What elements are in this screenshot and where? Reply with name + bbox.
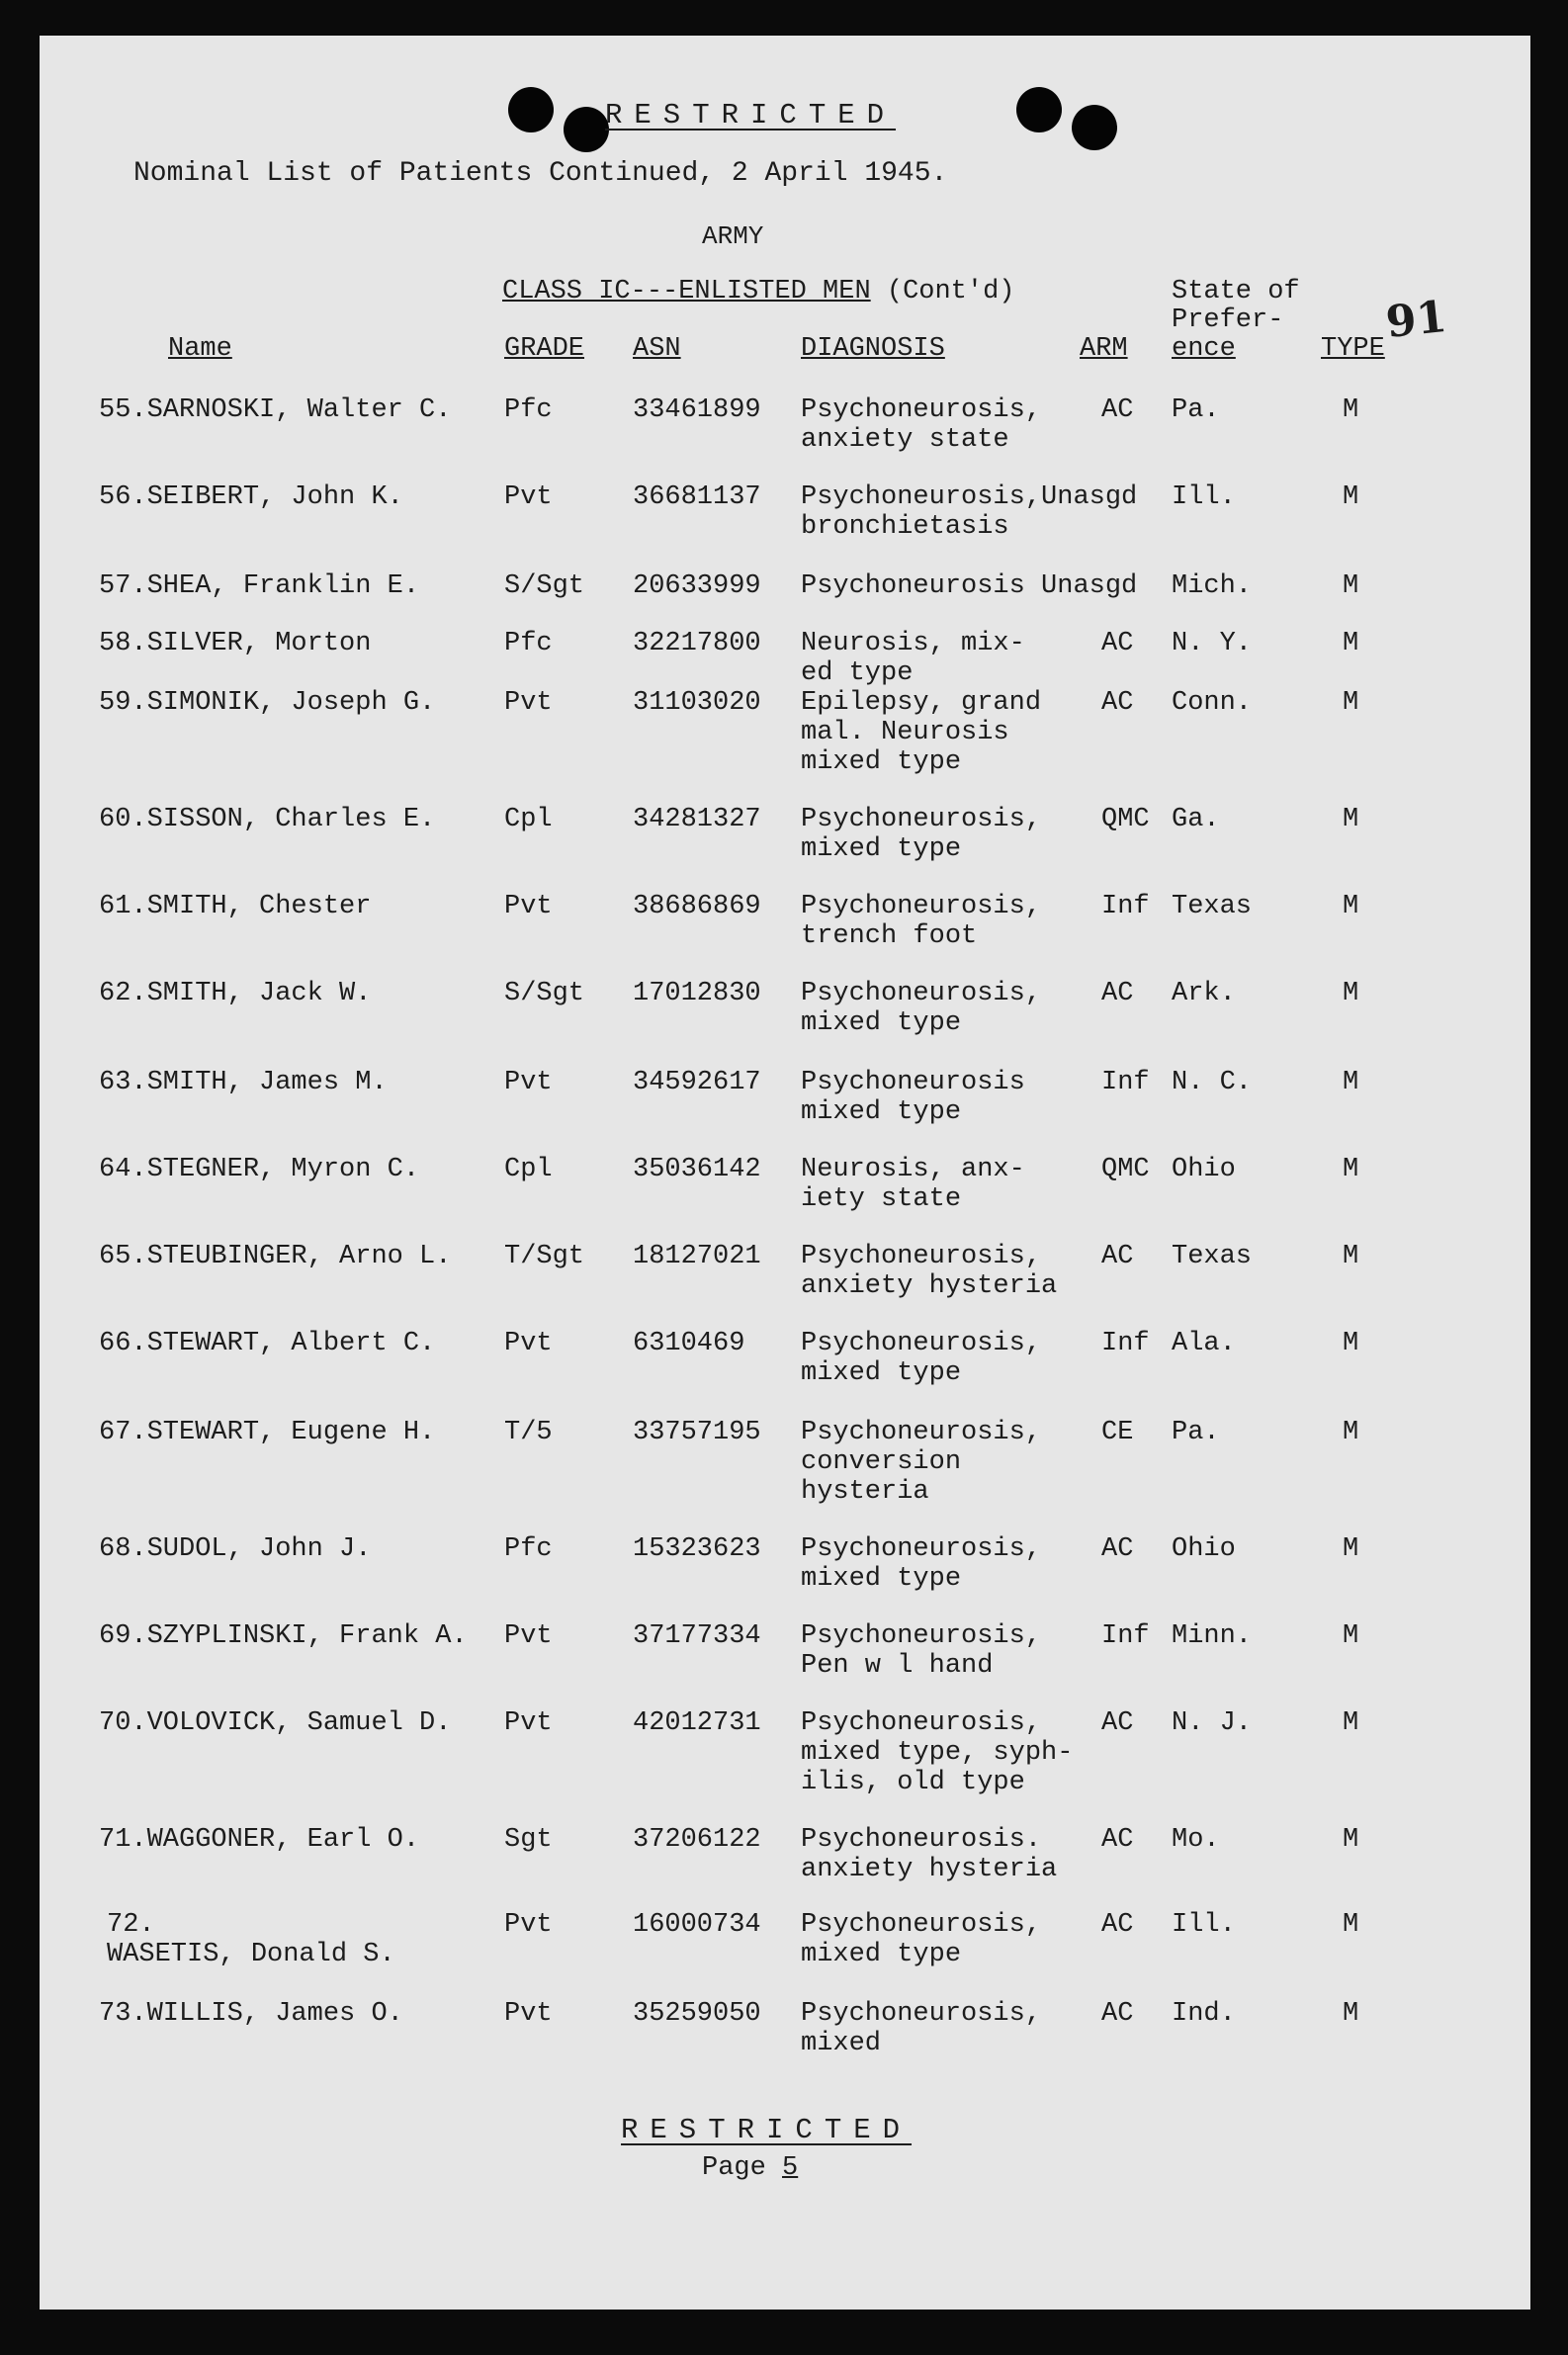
cell-grade: Pvt bbox=[504, 1999, 553, 2029]
cell-arm: AC bbox=[1101, 979, 1134, 1008]
cell-type: M bbox=[1343, 979, 1359, 1008]
cell-diagnosis: Psychoneurosis, anxiety hysteria bbox=[801, 1242, 1058, 1301]
col-header-arm: ARM bbox=[1080, 334, 1128, 364]
cell-name: 72. WASETIS, Donald S. bbox=[107, 1910, 395, 1969]
cell-grade: T/5 bbox=[504, 1418, 553, 1447]
cell-state: Pa. bbox=[1172, 1418, 1220, 1447]
cell-diagnosis: Psychoneurosis, mixed bbox=[801, 1999, 1042, 2058]
cell-state: Conn. bbox=[1172, 688, 1253, 718]
cell-diagnosis: Epilepsy, grand mal. Neurosis mixed type bbox=[801, 688, 1042, 777]
cell-type: M bbox=[1343, 482, 1359, 512]
cell-state: Mich. bbox=[1172, 571, 1253, 601]
cell-arm: AC bbox=[1101, 1242, 1134, 1271]
document-title: Nominal List of Patients Continued, 2 April 1945. bbox=[133, 158, 948, 189]
cell-grade: T/Sgt bbox=[504, 1242, 585, 1271]
class-heading-main: CLASS IC---ENLISTED MEN bbox=[502, 277, 871, 306]
cell-diagnosis: Psychoneurosis Unasgd bbox=[801, 571, 1138, 601]
cell-name: 55.SARNOSKI, Walter C. bbox=[99, 395, 452, 425]
punch-hole-left-2 bbox=[564, 107, 609, 152]
col-header-type: TYPE bbox=[1321, 334, 1385, 364]
cell-diagnosis: Psychoneurosis, mixed type, syph- ilis, old type bbox=[801, 1708, 1074, 1797]
col-header-diagnosis: DIAGNOSIS bbox=[801, 334, 945, 364]
cell-grade: Pvt bbox=[504, 1708, 553, 1738]
cell-diagnosis: Psychoneurosis, mixed type bbox=[801, 1329, 1042, 1388]
cell-type: M bbox=[1343, 395, 1359, 425]
cell-grade: Pvt bbox=[504, 892, 553, 921]
handwritten-page-number: 91 bbox=[1383, 291, 1449, 349]
cell-asn: 33461899 bbox=[633, 395, 761, 425]
cell-diagnosis: Psychoneurosis, anxiety state bbox=[801, 395, 1042, 455]
restricted-footer: RESTRICTED bbox=[621, 2114, 913, 2146]
cell-asn: 33757195 bbox=[633, 1418, 761, 1447]
cell-asn: 31103020 bbox=[633, 688, 761, 718]
cell-diagnosis: Psychoneurosis, mixed type bbox=[801, 805, 1042, 864]
cell-type: M bbox=[1343, 1242, 1359, 1271]
cell-asn: 34281327 bbox=[633, 805, 761, 834]
cell-grade: Pvt bbox=[504, 482, 553, 512]
class-heading bbox=[502, 277, 1015, 306]
cell-name: 67.STEWART, Eugene H. bbox=[99, 1418, 436, 1447]
cell-arm: AC bbox=[1101, 1534, 1134, 1564]
cell-state: Mo. bbox=[1172, 1825, 1220, 1855]
cell-asn: 36681137 bbox=[633, 482, 761, 512]
cell-arm: Inf bbox=[1101, 1068, 1150, 1097]
cell-diagnosis: Psychoneurosis, Pen w l hand bbox=[801, 1621, 1042, 1681]
punch-hole-right-2 bbox=[1072, 105, 1117, 150]
cell-diagnosis: Psychoneurosis, mixed type bbox=[801, 1534, 1042, 1594]
cell-name: 62.SMITH, Jack W. bbox=[99, 979, 372, 1008]
cell-name: 66.STEWART, Albert C. bbox=[99, 1329, 436, 1358]
cell-name: 68.SUDOL, John J. bbox=[99, 1534, 372, 1564]
cell-type: M bbox=[1343, 805, 1359, 834]
cell-arm: QMC bbox=[1101, 805, 1150, 834]
class-heading-suffix: (Cont'd) bbox=[870, 277, 1015, 306]
cell-type: M bbox=[1343, 1825, 1359, 1855]
cell-asn: 6310469 bbox=[633, 1329, 745, 1358]
cell-grade: Sgt bbox=[504, 1825, 553, 1855]
army-heading: ARMY bbox=[702, 221, 764, 251]
cell-arm: Inf bbox=[1101, 892, 1150, 921]
cell-name: 64.STEGNER, Myron C. bbox=[99, 1155, 420, 1184]
cell-grade: Pvt bbox=[504, 1329, 553, 1358]
cell-asn: 32217800 bbox=[633, 629, 761, 658]
cell-name: 73.WILLIS, James O. bbox=[99, 1999, 403, 2029]
cell-name: 61.SMITH, Chester bbox=[99, 892, 372, 921]
cell-state: Ala. bbox=[1172, 1329, 1236, 1358]
cell-asn: 37206122 bbox=[633, 1825, 761, 1855]
cell-grade: Pvt bbox=[504, 1910, 553, 1940]
cell-state: Minn. bbox=[1172, 1621, 1253, 1651]
cell-name: 70.VOLOVICK, Samuel D. bbox=[99, 1708, 452, 1738]
page-label-text: Page bbox=[702, 2153, 783, 2183]
cell-name: 58.SILVER, Morton bbox=[99, 629, 372, 658]
cell-diagnosis: Psychoneurosis, mixed type bbox=[801, 979, 1042, 1038]
cell-name: 69.SZYPLINSKI, Frank A. bbox=[99, 1621, 468, 1651]
cell-diagnosis: Psychoneurosis, conversion hysteria bbox=[801, 1418, 1042, 1507]
cell-arm: AC bbox=[1101, 1708, 1134, 1738]
cell-type: M bbox=[1343, 1999, 1359, 2029]
page-label bbox=[702, 2153, 798, 2183]
cell-asn: 34592617 bbox=[633, 1068, 761, 1097]
cell-asn: 17012830 bbox=[633, 979, 761, 1008]
col-header-name: Name bbox=[168, 334, 232, 364]
cell-grade: Cpl bbox=[504, 805, 553, 834]
cell-arm: AC bbox=[1101, 395, 1134, 425]
cell-state: Ill. bbox=[1172, 1910, 1236, 1940]
cell-type: M bbox=[1343, 1329, 1359, 1358]
cell-type: M bbox=[1343, 1155, 1359, 1184]
cell-name: 59.SIMONIK, Joseph G. bbox=[99, 688, 436, 718]
col-header-state-3: ence bbox=[1172, 334, 1236, 364]
cell-grade: Pfc bbox=[504, 629, 553, 658]
cell-asn: 38686869 bbox=[633, 892, 761, 921]
cell-grade: Pvt bbox=[504, 1068, 553, 1097]
cell-type: M bbox=[1343, 1068, 1359, 1097]
col-header-state-1: State of bbox=[1172, 277, 1300, 306]
cell-asn: 35036142 bbox=[633, 1155, 761, 1184]
cell-arm: AC bbox=[1101, 1999, 1134, 2029]
cell-type: M bbox=[1343, 629, 1359, 658]
punch-hole-left-1 bbox=[508, 87, 554, 132]
cell-type: M bbox=[1343, 892, 1359, 921]
document-page bbox=[40, 36, 1530, 2310]
cell-diagnosis: Psychoneurosis, mixed type bbox=[801, 1910, 1042, 1969]
cell-type: M bbox=[1343, 1534, 1359, 1564]
cell-diagnosis: Neurosis, anx- iety state bbox=[801, 1155, 1025, 1214]
cell-arm: Inf bbox=[1101, 1329, 1150, 1358]
cell-diagnosis: Psychoneurosis,Unasgd bronchietasis bbox=[801, 482, 1138, 542]
cell-name: 65.STEUBINGER, Arno L. bbox=[99, 1242, 452, 1271]
cell-asn: 18127021 bbox=[633, 1242, 761, 1271]
cell-diagnosis: Psychoneurosis. anxiety hysteria bbox=[801, 1825, 1058, 1884]
cell-state: Ohio bbox=[1172, 1155, 1236, 1184]
cell-type: M bbox=[1343, 688, 1359, 718]
cell-name: 60.SISSON, Charles E. bbox=[99, 805, 436, 834]
cell-state: Ill. bbox=[1172, 482, 1236, 512]
cell-state: N. J. bbox=[1172, 1708, 1253, 1738]
cell-asn: 16000734 bbox=[633, 1910, 761, 1940]
cell-state: Ohio bbox=[1172, 1534, 1236, 1564]
col-header-state-2: Prefer- bbox=[1172, 305, 1284, 335]
cell-state: N. Y. bbox=[1172, 629, 1253, 658]
cell-diagnosis: Psychoneurosis, trench foot bbox=[801, 892, 1042, 951]
cell-diagnosis: Psychoneurosis mixed type bbox=[801, 1068, 1025, 1127]
cell-arm: AC bbox=[1101, 688, 1134, 718]
restricted-header: RESTRICTED bbox=[605, 99, 897, 131]
col-header-grade: GRADE bbox=[504, 334, 585, 364]
cell-state: Pa. bbox=[1172, 395, 1220, 425]
cell-arm: AC bbox=[1101, 1825, 1134, 1855]
cell-type: M bbox=[1343, 571, 1359, 601]
cell-grade: Pvt bbox=[504, 688, 553, 718]
cell-grade: S/Sgt bbox=[504, 571, 585, 601]
cell-diagnosis: Neurosis, mix- ed type bbox=[801, 629, 1025, 688]
cell-name: 63.SMITH, James M. bbox=[99, 1068, 388, 1097]
cell-grade: Pfc bbox=[504, 1534, 553, 1564]
cell-asn: 15323623 bbox=[633, 1534, 761, 1564]
cell-grade: Pfc bbox=[504, 395, 553, 425]
cell-state: Texas bbox=[1172, 892, 1253, 921]
cell-arm: CE bbox=[1101, 1418, 1134, 1447]
cell-name: 71.WAGGONER, Earl O. bbox=[99, 1825, 420, 1855]
cell-type: M bbox=[1343, 1418, 1359, 1447]
cell-state: Ark. bbox=[1172, 979, 1236, 1008]
cell-type: M bbox=[1343, 1910, 1359, 1940]
cell-arm: AC bbox=[1101, 1910, 1134, 1940]
cell-asn: 37177334 bbox=[633, 1621, 761, 1651]
cell-type: M bbox=[1343, 1708, 1359, 1738]
cell-asn: 20633999 bbox=[633, 571, 761, 601]
cell-state: N. C. bbox=[1172, 1068, 1253, 1097]
cell-state: Ind. bbox=[1172, 1999, 1236, 2029]
cell-arm: QMC bbox=[1101, 1155, 1150, 1184]
cell-state: Texas bbox=[1172, 1242, 1253, 1271]
cell-arm: AC bbox=[1101, 629, 1134, 658]
page-number: 5 bbox=[782, 2153, 799, 2183]
punch-hole-right-1 bbox=[1016, 87, 1062, 132]
cell-name: 56.SEIBERT, John K. bbox=[99, 482, 403, 512]
col-header-asn: ASN bbox=[633, 334, 681, 364]
cell-state: Ga. bbox=[1172, 805, 1220, 834]
cell-type: M bbox=[1343, 1621, 1359, 1651]
cell-grade: Pvt bbox=[504, 1621, 553, 1651]
cell-grade: Cpl bbox=[504, 1155, 553, 1184]
cell-grade: S/Sgt bbox=[504, 979, 585, 1008]
cell-arm: Inf bbox=[1101, 1621, 1150, 1651]
cell-asn: 42012731 bbox=[633, 1708, 761, 1738]
cell-name: 57.SHEA, Franklin E. bbox=[99, 571, 420, 601]
cell-asn: 35259050 bbox=[633, 1999, 761, 2029]
